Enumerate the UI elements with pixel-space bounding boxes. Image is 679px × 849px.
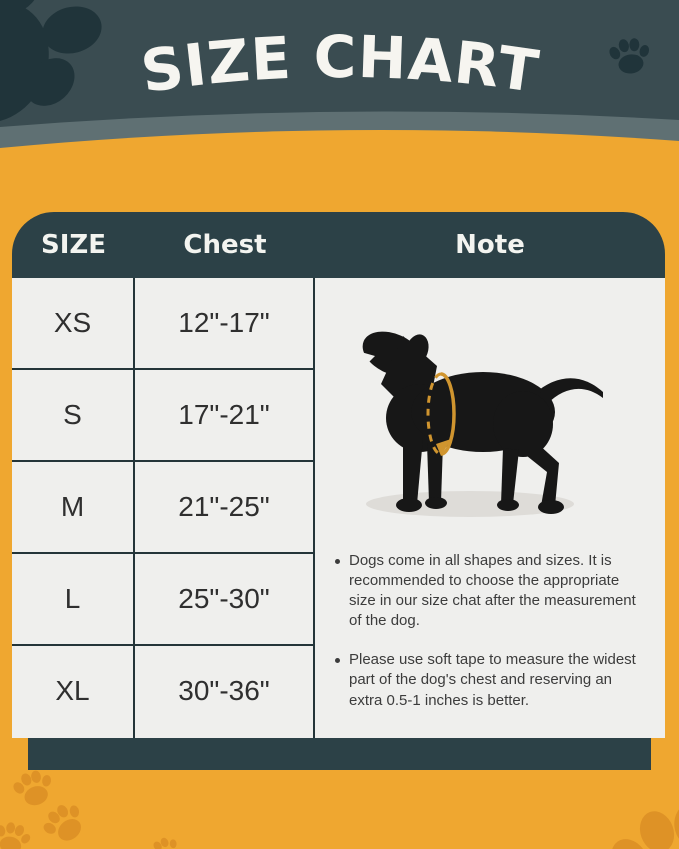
bullet-icon [335, 658, 340, 663]
size-column [12, 278, 135, 738]
column-header-size: SIZE [40, 230, 106, 260]
note-list [315, 545, 665, 711]
chest-cell-xl: 30"-36" [178, 675, 270, 706]
chest-column [135, 278, 315, 738]
size-cell-m: M [12, 462, 133, 554]
size-cell-xs: XS [12, 278, 133, 370]
column-header-note: Note [455, 230, 525, 260]
chest-cell-m: 21"-25" [135, 462, 313, 554]
bottom-paw-decoration [0, 739, 679, 849]
banner [0, 0, 679, 172]
note-column [315, 278, 665, 738]
dog-silhouette [356, 323, 603, 514]
paw-print-icon [9, 765, 59, 811]
note-text: Please use soft tape to measure the widest part of the dog's chest and reserving an extra 0.5-1 inches is better. [349, 651, 636, 709]
size-cell-l: L [12, 554, 133, 646]
bullet-icon [335, 559, 340, 564]
chest-cell-xs: 12"-17" [135, 278, 313, 370]
size-cell-xl: XL [55, 675, 90, 706]
chest-cell-s: 17"-21" [135, 370, 313, 462]
size-chart-card [12, 212, 665, 738]
table-header-row [12, 212, 665, 278]
column-header-chest: Chest [183, 230, 267, 260]
paw-print-icon [36, 796, 93, 849]
note-item [335, 551, 647, 631]
size-cell-s: S [12, 370, 133, 462]
page-title: SIZE CHART [136, 22, 544, 107]
paw-print-icon [144, 832, 185, 849]
table-body [12, 278, 665, 738]
note-item [335, 650, 647, 710]
chest-cell-l: 25"-30" [135, 554, 313, 646]
dog-illustration [315, 278, 665, 545]
paw-print-icon [0, 818, 34, 849]
note-text: Dogs come in all shapes and sizes. It is recommended to choose the appropriate size in our size chat after the measurement of the dog. [349, 552, 636, 630]
paw-print-icon [597, 789, 679, 849]
